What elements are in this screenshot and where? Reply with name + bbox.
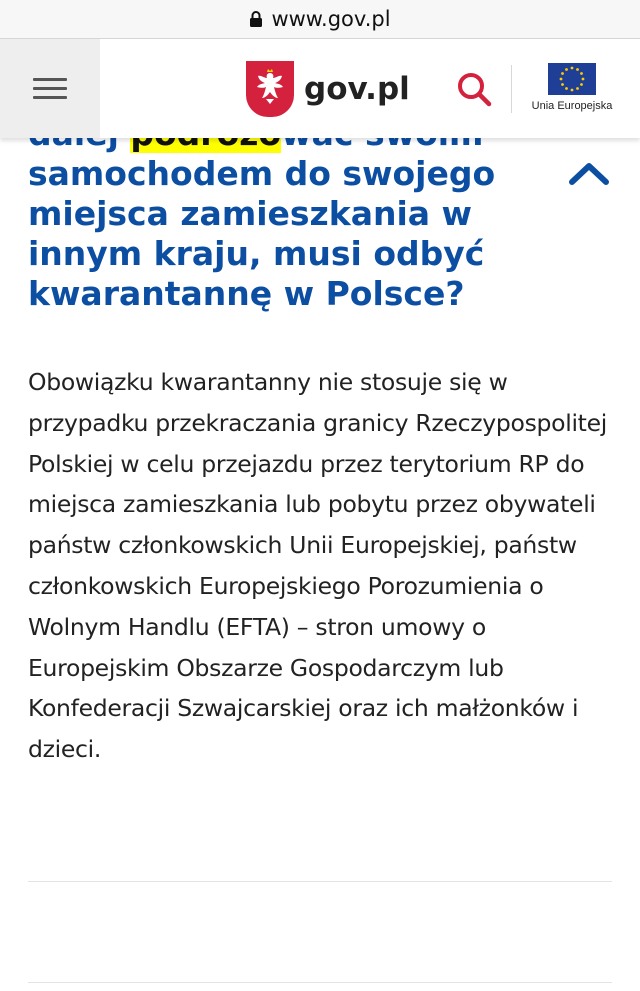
browser-address-bar[interactable] xyxy=(0,0,640,39)
eu-label: Unia Europejska xyxy=(531,100,613,112)
hamburger-icon xyxy=(33,72,67,105)
chevron-up-icon[interactable] xyxy=(568,158,610,188)
faq-divider xyxy=(28,982,612,983)
menu-button[interactable] xyxy=(0,39,100,138)
site-header xyxy=(0,39,640,138)
question-text-end: samochodem do swojego miejsca zamieszkania w innym kraju, musi odbyć kwarantannę w Polsce? xyxy=(28,154,496,313)
gov-pl-logo[interactable] xyxy=(246,61,410,117)
lock-icon xyxy=(249,10,263,28)
faq-question[interactable] xyxy=(28,114,548,314)
logo-text: gov.pl xyxy=(304,71,410,107)
url-text: www.gov.pl xyxy=(271,7,391,31)
white-eagle-emblem-icon xyxy=(246,61,294,117)
header-divider xyxy=(511,65,512,113)
faq-answer: Obowiązku kwarantanny nie stosuje się w przypadku przekraczania granicy Rzeczypospolitej Polskiej w celu przejazdu przez terytorium RP do miejsca zamieszkania lub pobytu przez obywateli państw członkowskich Unii Europejskiej, państw członkowskich Europejskiego Porozumienia o Wolnym Handlu (EFTA) – stron umowy o Europejskim Obszarze Gospodarczym lub Konfederacji Szwajcarskiej oraz ich małżonków i dzieci. xyxy=(28,368,607,764)
eu-logo[interactable] xyxy=(524,63,620,112)
faq-divider xyxy=(28,881,612,882)
eu-flag-icon xyxy=(548,63,596,95)
search-icon[interactable] xyxy=(454,69,494,109)
